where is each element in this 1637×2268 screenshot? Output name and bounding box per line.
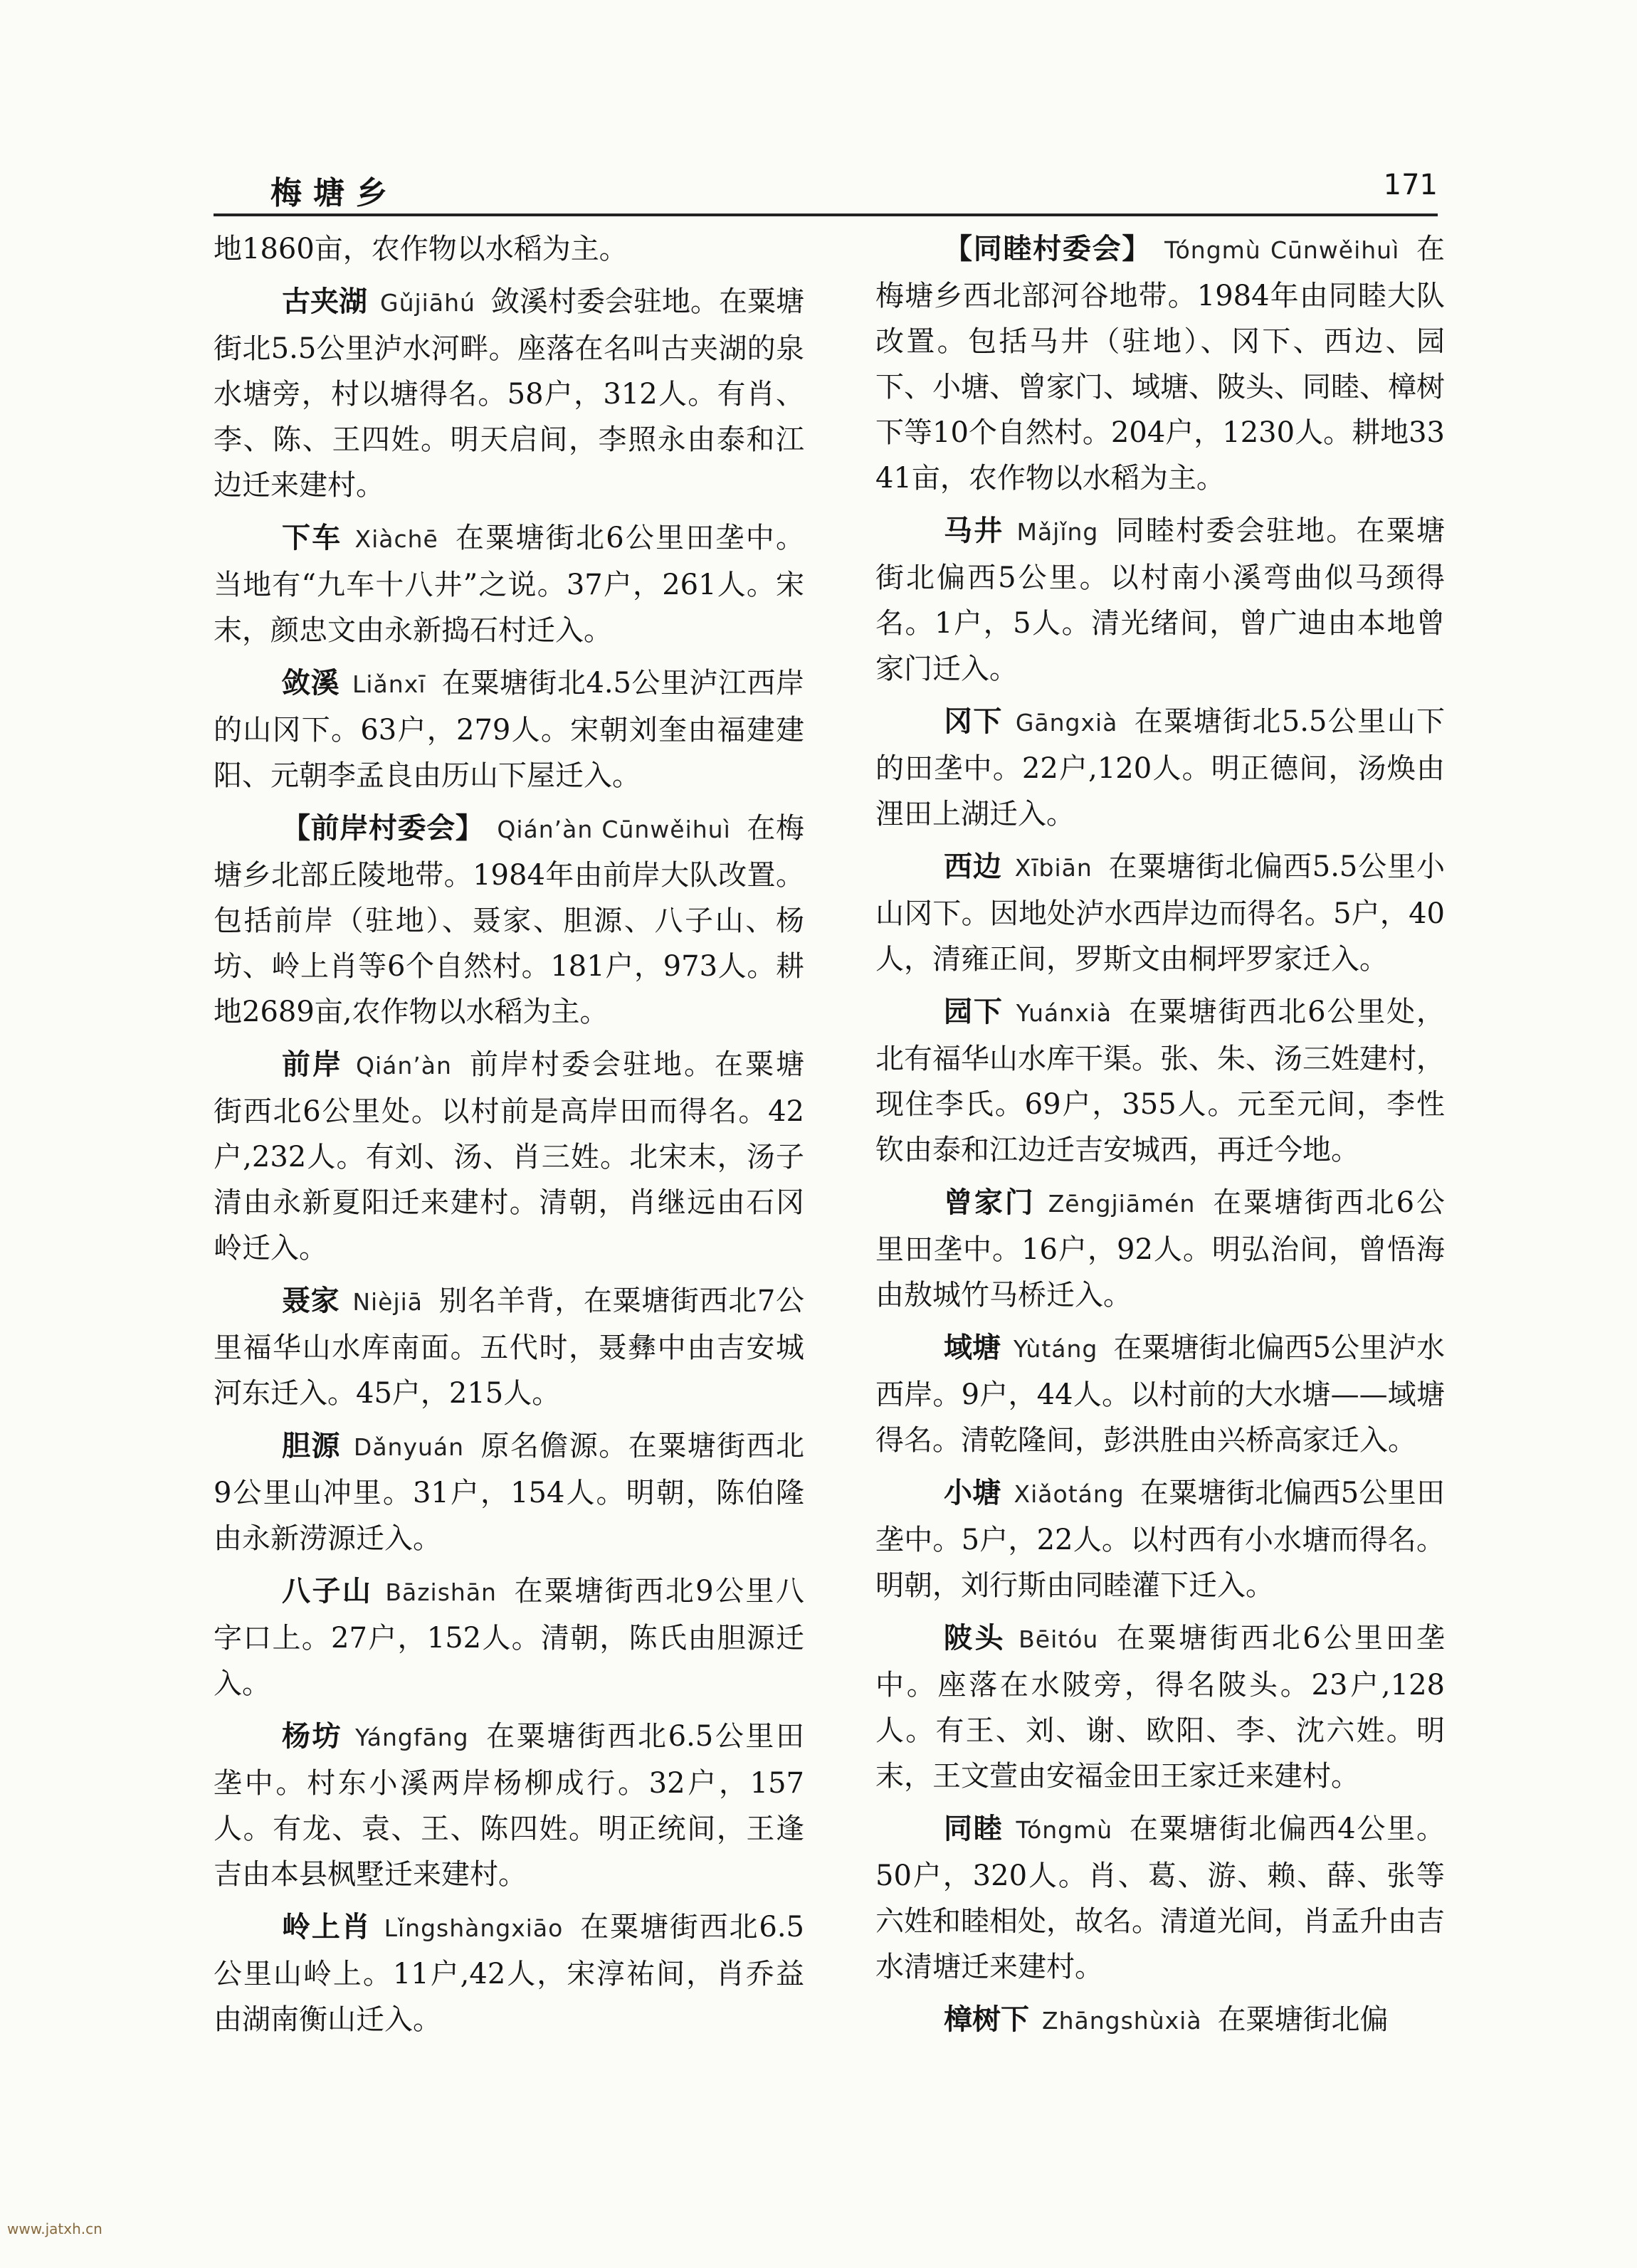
entry-text: 同睦村委会驻地。在粟塘街北偏西5公里。以村南小溪弯曲似马颈得名。1户，5人。清光绪间，曾广迪由本地曾家门迁入。 bbox=[875, 515, 1446, 685]
entry-text: 在粟塘街西北6.5公里田垄中。村东小溪两岸杨柳成行。32户，157人。有龙、袁、王、陈四姓。明正统间，王逢吉由本县枫墅迁来建村。 bbox=[214, 1720, 804, 1891]
entry-pinyin: Zēngjiāmén bbox=[1048, 1190, 1196, 1218]
entry-text: 敛溪村委会驻地。在粟塘街北5.5公里泸水河畔。座落在名叫古夹湖的泉水塘旁，村以塘得名。58户，312人。有肖、李、陈、王四姓。明天启间，李照永由泰和江边迁来建村。 bbox=[214, 285, 805, 502]
entry-pinyin: Lǐngshàngxiāo bbox=[384, 1914, 564, 1942]
entry-name: 域塘 bbox=[944, 1331, 1001, 1364]
entry-paragraph bbox=[214, 1278, 804, 1416]
entry-pinyin: Qián’àn Cūnwěihuì bbox=[497, 816, 731, 843]
entry-pinyin: Xiǎotáng bbox=[1014, 1480, 1125, 1508]
entry-name: 胆源 bbox=[282, 1429, 341, 1462]
entry-pinyin: Yùtáng bbox=[1014, 1335, 1098, 1363]
entry-pinyin: Xībiān bbox=[1014, 854, 1093, 882]
entry-text: 在粟塘街北6公里田垄中。当地有“九车十八井”之说。37户，261人。宋末，颜忠文由永新捣石村迁入。 bbox=[214, 522, 805, 647]
right-column bbox=[875, 226, 1445, 2051]
entry-pinyin: Mǎjǐng bbox=[1016, 518, 1099, 546]
entry-name: 同睦 bbox=[944, 1812, 1004, 1845]
entry-text: 在粟塘街北偏西5公里泸水西岸。9户，44人。以村前的大水塘——域塘得名。清乾隆间，彭洪胜由兴桥高家迁入。 bbox=[875, 1331, 1446, 1457]
entry-paragraph bbox=[875, 1806, 1445, 1990]
entry-pinyin: Liǎnxī bbox=[352, 670, 426, 698]
entry-text: 前岸村委会驻地。在粟塘街西北6公里处。以村前是高岸田而得名。42户,232人。有刘、汤、肖三姓。北宋末，汤子清由永新夏阳迁来建村。清朝，肖继远由石冈岭迁入。 bbox=[214, 1048, 805, 1265]
entry-name: 小塘 bbox=[944, 1476, 1001, 1509]
entry-text: 在粟塘街北偏西5公里田垄中。5户，22人。以村西有小水塘而得名。明朝，刘行斯由同睦灌下迁入。 bbox=[875, 1477, 1445, 1602]
entry-paragraph bbox=[875, 699, 1445, 837]
entry-pinyin: Qián’àn bbox=[356, 1052, 452, 1080]
entry-name: 杨坊 bbox=[282, 1719, 343, 1753]
entry-pinyin: Yuánxià bbox=[1016, 999, 1112, 1027]
entry-name: 聂家 bbox=[282, 1284, 340, 1317]
entry-text: 在粟塘街西北9公里八字口上。27户，152人。清朝，陈氏由胆源迁入。 bbox=[214, 1575, 805, 1700]
entry-name: 岭上肖 bbox=[282, 1910, 372, 1943]
entry-name: 冈下 bbox=[944, 705, 1003, 738]
entry-pinyin: Bēitóu bbox=[1018, 1625, 1099, 1653]
entry-paragraph bbox=[214, 1714, 804, 1897]
entry-pinyin: Nièjiā bbox=[352, 1288, 423, 1316]
entry-paragraph bbox=[875, 1470, 1445, 1608]
page-header bbox=[214, 160, 1438, 210]
entry-pinyin: Yángfāng bbox=[355, 1724, 469, 1751]
entry-pinyin: Bāzishān bbox=[385, 1578, 497, 1606]
entry-pinyin: Gǔjiāhú bbox=[380, 289, 475, 317]
entry-pinyin: Tóngmù Cūnwěihuì bbox=[1164, 236, 1400, 264]
entry-name: 曾家门 bbox=[944, 1186, 1036, 1219]
entry-paragraph bbox=[875, 226, 1445, 501]
entry-paragraph bbox=[214, 806, 804, 1035]
page-number: 171 bbox=[1383, 169, 1438, 201]
entry-text: 在粟塘街北4.5公里泸江西岸的山冈下。63户，279人。宋朝刘奎由福建建阳、元朝李孟良由历山下屋迁入。 bbox=[214, 667, 804, 792]
entry-pinyin: Tóngmù bbox=[1016, 1816, 1113, 1844]
entry-name: 八子山 bbox=[282, 1574, 373, 1608]
entry-text: 在粟塘街西北6公里田垄中。16户，92人。明弘治间，曾悟海由敖城竹马桥迁入。 bbox=[875, 1186, 1445, 1312]
entry-paragraph bbox=[875, 989, 1445, 1173]
header-title: 梅塘乡 bbox=[270, 175, 399, 211]
entry-name: 【前岸村委会】 bbox=[282, 811, 485, 845]
entry-text: 别名羊背，在粟塘街西北7公里福华山水库南面。五代时，聂彝中由吉安城河东迁入。45户，215人。 bbox=[214, 1285, 804, 1410]
entry-name: 【同睦村委会】 bbox=[944, 232, 1152, 265]
entry-paragraph bbox=[214, 515, 804, 653]
entry-paragraph bbox=[214, 1904, 804, 2042]
entry-name: 陂头 bbox=[944, 1621, 1006, 1655]
entry-name: 下车 bbox=[282, 521, 342, 554]
entry-name: 樟树下 bbox=[944, 2003, 1029, 2036]
entry-pinyin: Dǎnyuán bbox=[353, 1433, 465, 1461]
entry-paragraph bbox=[875, 1997, 1445, 2044]
entry-name: 西边 bbox=[944, 850, 1002, 883]
header-rule bbox=[214, 213, 1438, 216]
entry-name: 前岸 bbox=[282, 1048, 344, 1081]
left-column bbox=[214, 226, 804, 2050]
entry-pinyin: Zhāngshùxià bbox=[1042, 2007, 1202, 2035]
entry-paragraph bbox=[875, 508, 1445, 692]
entry-text: 地1860亩，农作物以水稻为主。 bbox=[214, 233, 628, 265]
entry-text: 在粟塘街西北6.5公里山岭上。11户,42人，宋淳祐间，肖乔益由湖南衡山迁入。 bbox=[214, 1911, 805, 2036]
entry-name: 园下 bbox=[944, 995, 1004, 1028]
entry-pinyin: Xiàchē bbox=[354, 525, 438, 553]
entry-name: 敛溪 bbox=[282, 666, 339, 700]
entry-name: 马井 bbox=[944, 514, 1004, 547]
entry-name: 古夹湖 bbox=[282, 285, 368, 318]
entry-paragraph bbox=[875, 1325, 1445, 1463]
entry-paragraph bbox=[875, 1180, 1445, 1318]
entry-text: 在梅塘乡西北部河谷地带。1984年由同睦大队改置。包括马井（驻地）、冈下、西边、园下、小塘、曾家门、域塘、陂头、同睦、樟树下等10个自然村。204户，1230人。耕地3341亩，农作物以水稻为主。 bbox=[875, 233, 1446, 495]
entry-text: 在粟塘街北偏西4公里。50户，320人。肖、葛、游、赖、薛、张等六姓和睦相处，故名。清道光间，肖孟升由吉水清塘迁来建村。 bbox=[875, 1813, 1446, 1983]
entry-text: 在梅塘乡北部丘陵地带。1984年由前岸大队改置。包括前岸（驻地）、聂家、胆源、八子山、杨坊、岭上肖等6个自然村。181户，973人。耕地2689亩,农作物以水稻为主。 bbox=[214, 812, 805, 1028]
continuation-paragraph bbox=[214, 226, 804, 272]
watermark: www.jatxh.cn bbox=[7, 2220, 102, 2237]
entry-paragraph bbox=[214, 1042, 804, 1271]
entry-text: 在粟塘街北偏西5.5公里小山冈下。因地处泸水西岸边而得名。5户，40人，清雍正间，罗斯文由桐坪罗家迁入。 bbox=[875, 850, 1445, 976]
entry-paragraph bbox=[214, 660, 804, 798]
entry-text: 在粟塘街西北6公里处，北有福华山水库干渠。张、朱、汤三姓建村，现住李氏。69户，355人。元至元间，李性钦由泰和江边迁吉安城西，再迁今地。 bbox=[875, 996, 1446, 1166]
entry-text: 在粟塘街北偏 bbox=[1217, 2003, 1389, 2036]
entry-paragraph bbox=[875, 1615, 1445, 1799]
entry-text: 在粟塘街西北6公里田垄中。座落在水陂旁，得名陂头。23户,128人。有王、刘、谢、欧阳、李、沈六姓。明末，王文萱由安福金田王家迁来建村。 bbox=[875, 1622, 1445, 1793]
entry-paragraph bbox=[214, 1568, 804, 1707]
entry-text: 在粟塘街北5.5公里山下的田垄中。22户,120人。明正德间，汤焕由浬田上湖迁入。 bbox=[875, 705, 1446, 830]
entry-text: 原名儋源。在粟塘街西北9公里山冲里。31户，154人。明朝，陈伯隆由永新涝源迁入。 bbox=[214, 1430, 805, 1555]
entry-paragraph bbox=[875, 844, 1445, 982]
entry-paragraph bbox=[214, 1423, 804, 1561]
entry-paragraph bbox=[214, 279, 804, 508]
entry-pinyin: Gāngxià bbox=[1015, 709, 1118, 737]
